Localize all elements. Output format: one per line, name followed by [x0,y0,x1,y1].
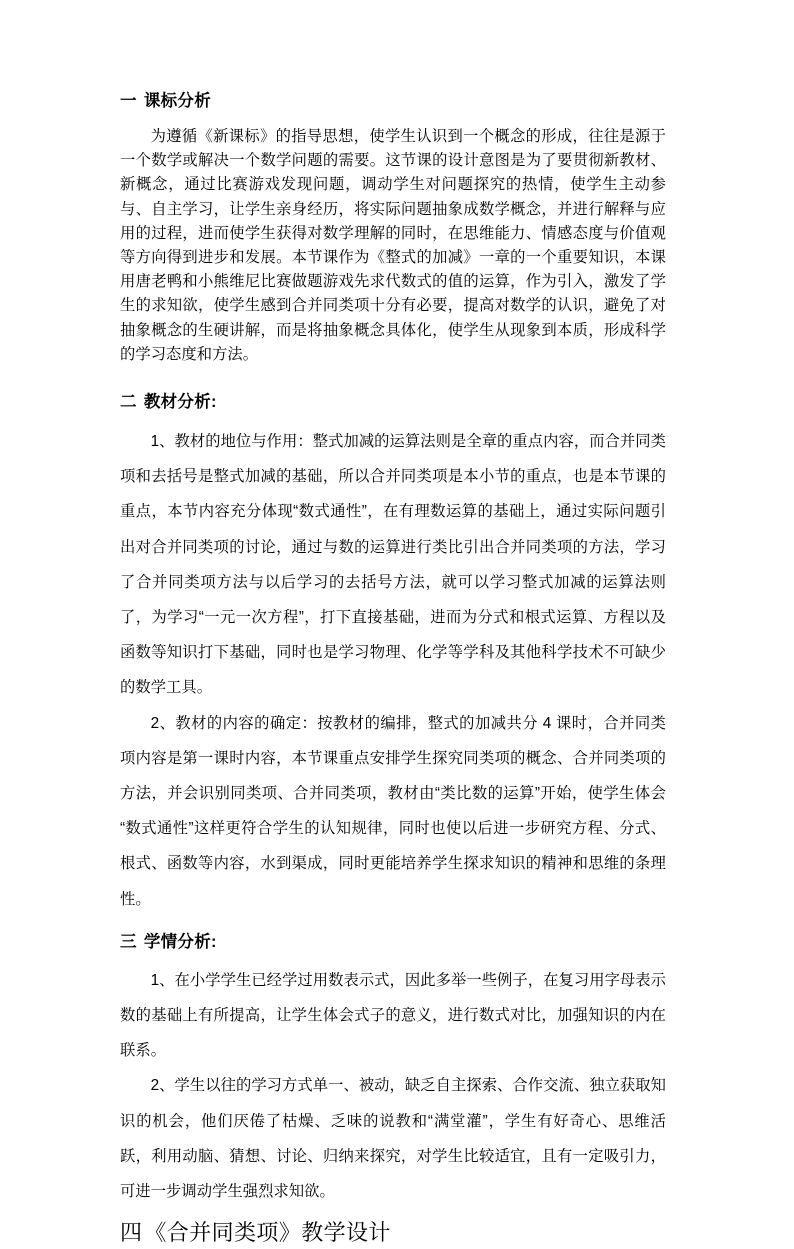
section-3-title: 学情分析: [143,932,217,951]
section-1-heading-line [120,88,666,114]
section-1-number: 一 [120,92,137,110]
section-4-number: 四 [120,1220,143,1246]
section-4-title: 《合并同类项》教学设计 [144,1220,391,1246]
section-3-number: 三 [120,932,137,951]
section-3-paragraph-1: 1、在小学学生已经学过用数表示式，因此多举一些例子，在复习用字母表示数的基础上有所提高，让学生体会式子的意义，进行数式对比，加强知识的内在联系。 [120,971,666,1060]
section-2-paragraph-1: 1、教材的地位与作用：整式加减的运算法则是全章的重点内容，而合并同类项和去括号是整式加减的基础，所以合并同类项是本小节的重点，也是本节课的重点，本节内容充分体现“数式通性”，在有理数运算的基础上，通过实际问题引出对合并同类项的讨论，通过与数的运算进行类比引出合并同类项的方法，学习了合并同类项方法与以后学习的去括号方法，就可以学习整式加减的运算法则了，为学习“一元一次方程”，打下直接基础，进而为分式和根式运算、方程以及函数等知识打下基础，同时也是学习物理、化学等学科及其他科学技术不可缺少的数学工具。 [120,433,666,697]
section-2-paragraph-2: 2、教材的内容的确定：按教材的编排，整式的加减共分 4 课时，合并同类项内容是第一课时内容，本节课重点安排学生探究同类项的概念、合并同类项的方法，并会识别同类项、合并同类项，教材由“类比数的运算”开始，使学生体会“数式通性”这样更符合学生的认知规律，同时也使以后进一步研究方程、分式、根式、函数等内容，水到渠成，同时更能培养学生探求知识的精神和思维的条理性。 [120,714,666,908]
section-heading-xueqing-fenxi [120,929,666,955]
section-1-paragraph-1: 为遵循《新课标》的指导思想，使学生认识到一个概念的形成，往往是源于一个数学或解决一个数学问题的需要。这节课的设计意图是为了要贯彻新教材、新概念，通过比赛游戏发现问题，调动学生对问题探究的热情，使学生主动参与、自主学习，让学生亲身经历，将实际问题抽象成数学概念，并进行解释与应用的过程，进而使学生获得对数学理解的同时，在思维能力、情感态度与价值观等方向得到进步和发展。本节课作为《整式的加减》一章的一个重要知识，本课用唐老鸭和小熊维尼比赛做题游戏先求代数式的值的运算，作为引入，激发了学生的求知欲，使学生感到合并同类项十分有必要，提高对数学的认识，避免了对抽象概念的生硬讲解，而是将抽象概念具体化，使学生从现象到本质，形成科学的学习态度和方法。 [120,128,666,363]
document-content [120,88,666,1249]
section-heading-kebiao-fenxi [120,88,666,114]
section-3-paragraph-2: 2、学生以往的学习方式单一、被动，缺乏自主探索、合作交流、独立获取知识的机会，他们厌倦了枯燥、乏味的说教和“满堂灌”，学生有好奇心、思维活跃，利用动脑、猜想、讨论、归纳来探究，对学生比较适宜，且有一定吸引力，可进一步调动学生强烈求知欲。 [120,1077,666,1201]
section-3-heading-line [120,929,666,955]
section-1-title: 课标分析 [143,92,212,110]
section-2-number: 二 [120,393,137,412]
section-heading-jiaocai-fenxi [120,389,666,415]
section-2-title: 教材分析: [143,393,217,412]
section-2-heading-line [120,389,666,415]
section-heading-jiaoxue-sheji [120,1217,666,1249]
